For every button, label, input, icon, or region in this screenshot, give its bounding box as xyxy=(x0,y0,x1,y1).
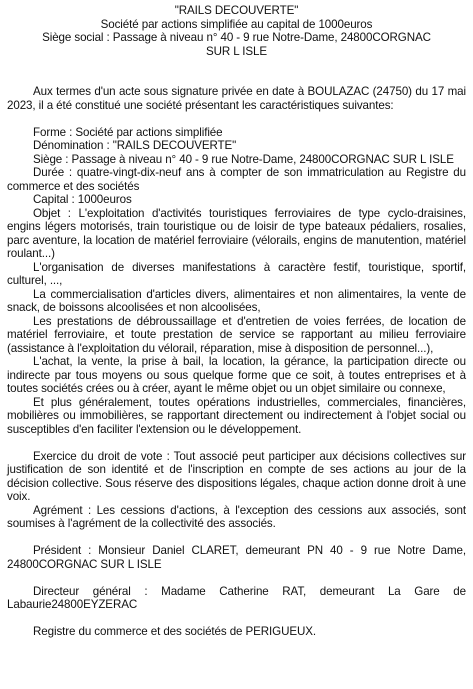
company-type-capital: Société par actions simplifiée au capital de 1000euros xyxy=(100,17,373,31)
field-objet: Objet : L'exploitation d'activités touristiques ferroviaires de type cyclo-draisines, engins légers motorisés, train touristique ou de loisir de type bateaux pédaliers, rosalies, parc aventure, la location de matériel ferroviaire (vélorails, engins de manutention, matériel roulant...) xyxy=(7,206,466,260)
objet-item: La commercialisation d'articles divers, alimentaires et non alimentaires, la vente de snack, de boissons alcoolisées et non alcoolisées, xyxy=(7,287,466,314)
field-denomination: Dénomination : "RAILS DECOUVERTE" xyxy=(33,139,237,152)
registered-office-line1: Siège social : Passage à niveau n° 40 - 9 rue Notre-Dame, 24800CORGNAC xyxy=(42,31,431,44)
approval-paragraph: Agrément : Les cessions d'actions, à l'exception des cessions aux associés, sont soumises à l'agrément de la collectivité des associés. xyxy=(7,503,466,530)
voting-rights-paragraph: Exercice du droit de vote : Tout associé peut participer aux décisions collectives sur justification de son identité et de l'inscription en compte de ses actions au jour de la décision collective. Sous réserve des dispositions légales, chaque action donne droit à une voix. xyxy=(7,449,466,503)
intro-paragraph: Aux termes d'un acte sous signature privée en date à BOULAZAC (24750) du 17 mai 2023, il a été constitué une société présentant les caractéristiques suivantes: xyxy=(7,85,466,112)
general-director-paragraph: Directeur général : Madame Catherine RAT, demeurant La Gare de Labaurie24800EYZERAC xyxy=(7,584,466,611)
objet-item: L'achat, la vente, la prise à bail, la location, la gérance, la participation directe ou indirecte par tous moyens ou sous quelque forme que ce soit, à toutes entreprises et à toutes sociétés crées ou à créer, ayant le même objet ou un objet similaire ou connexe, xyxy=(7,355,466,395)
notice-header xyxy=(7,4,466,58)
registry-paragraph: Registre du commerce et des sociétés de PERIGUEUX. xyxy=(33,625,317,638)
president-paragraph: Président : Monsieur Daniel CLARET, demeurant PN 40 - 9 rue Notre Dame, 24800CORGNAC SUR L ISLE xyxy=(7,544,466,571)
objet-item: L'organisation de diverses manifestations à caractère festif, touristique, sportif, culturel, ..., xyxy=(7,260,466,287)
field-forme: Forme : Société par actions simplifiée xyxy=(33,125,223,139)
objet-item: Et plus généralement, toutes opérations industrielles, commerciales, financières, mobilières ou immobilières, se rapportant directement ou indirectement à l'objet social ou susceptibles d'en faciliter l'extension ou le développement. xyxy=(7,395,466,436)
field-siege: Siège : Passage à niveau n° 40 - 9 rue Notre-Dame, 24800CORGNAC SUR L ISLE xyxy=(33,152,454,166)
registered-office-line2: SUR L ISLE xyxy=(205,44,268,58)
field-duree: Durée : quatre-vingt-dix-neuf ans à compter de son immatriculation au Registre du commerce et des sociétés xyxy=(7,166,466,193)
company-name: "RAILS DECOUVERTE" xyxy=(174,4,299,17)
field-capital: Capital : 1000euros xyxy=(33,193,132,206)
objet-item: Les prestations de débroussaillage et d'entretien de voies ferrées, de location de matériel ferroviaire, et toute prestation de service se rapportant au milieu ferroviaire (assistance à l'exploitation du vélorail, réparation, mise à disposition de personnel...), xyxy=(7,314,466,355)
